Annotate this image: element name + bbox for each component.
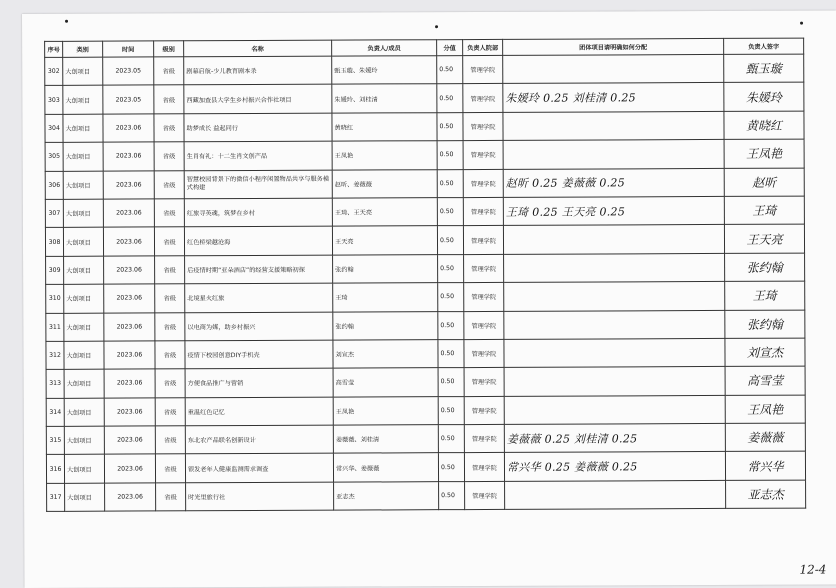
cell-seq: 304 (45, 114, 63, 142)
header-leader-members: 负责人/成员 (332, 40, 437, 56)
header-time: 时间 (103, 41, 154, 57)
cell-allocation: 常兴华 0.25 姜薇薇 0.25 (504, 452, 725, 481)
cell-project-name: 剧幕启航-少儿教育剧本杀 (184, 56, 332, 85)
cell-department: 管理学院 (463, 55, 503, 84)
cell-seq: 317 (47, 483, 65, 511)
table-row (45, 111, 804, 143)
header-allocation: 团体项目请明确如何分配 (503, 38, 724, 55)
cell-project-name: 生肖有礼：十二生肖文创产品 (184, 141, 332, 170)
cell-time: 2023.05 (103, 57, 154, 86)
table-row (47, 480, 806, 512)
cell-level: 省级 (154, 114, 184, 143)
header-level: 级别 (154, 41, 184, 57)
cell-department: 管理学院 (463, 141, 503, 170)
cell-signature: 张约翰 (725, 253, 805, 282)
cell-project-name: 时光里旅行社 (186, 482, 334, 511)
cell-leader-members: 高雪莹 (333, 368, 438, 397)
cell-category: 大创项目 (64, 256, 104, 285)
cell-allocation (503, 140, 724, 169)
cell-time: 2023.06 (104, 398, 155, 427)
punch-mark-center (435, 25, 438, 28)
table-row (46, 310, 805, 342)
cell-signature: 王天亮 (724, 224, 804, 253)
cell-score: 0.50 (438, 368, 464, 397)
cell-seq: 310 (46, 284, 64, 312)
cell-department: 管理学院 (463, 169, 503, 198)
punch-mark-left (65, 20, 68, 23)
cell-seq: 302 (45, 57, 63, 85)
table-row (45, 54, 804, 86)
cell-allocation: 赵昕 0.25 姜薇薇 0.25 (503, 168, 724, 197)
cell-department: 管理学院 (464, 254, 504, 283)
cell-time: 2023.06 (105, 483, 156, 512)
header-score: 分值 (437, 40, 463, 56)
cell-score: 0.50 (438, 283, 464, 312)
cell-project-name: 西藏加查县大学生乡村振兴合作社项目 (184, 85, 332, 114)
cell-time: 2023.06 (104, 426, 155, 455)
cell-allocation (504, 310, 725, 339)
cell-department: 管理学院 (463, 226, 503, 255)
cell-level: 省级 (155, 397, 185, 426)
cell-level: 省级 (154, 199, 184, 228)
cell-project-name: 助梦成长 益起同行 (184, 113, 332, 142)
cell-score: 0.50 (437, 56, 463, 85)
cell-time: 2023.06 (103, 199, 154, 228)
cell-category: 大创项目 (64, 284, 104, 313)
cell-leader-members: 王凤艳 (333, 396, 438, 425)
table-row (46, 253, 805, 285)
cell-score: 0.50 (437, 198, 463, 227)
table-row (45, 82, 804, 114)
cell-allocation (503, 225, 724, 254)
table-row (46, 338, 805, 370)
cell-project-name: 智慧校园背景下的微信小程序闲置物品共享与服务模式构建 (184, 170, 332, 199)
cell-level: 省级 (154, 170, 184, 199)
cell-leader-members: 王天亮 (332, 226, 437, 255)
cell-allocation (504, 253, 725, 282)
cell-project-name: 东北农产品联名创新设计 (185, 425, 333, 454)
cell-seq: 303 (45, 86, 63, 114)
cell-category: 大创项目 (63, 114, 103, 143)
cell-allocation (503, 111, 724, 140)
cell-seq: 305 (45, 142, 63, 170)
cell-seq: 306 (45, 171, 63, 199)
cell-score: 0.50 (437, 226, 463, 255)
cell-time: 2023.06 (103, 170, 154, 199)
cell-category: 大创项目 (64, 313, 104, 342)
cell-time: 2023.06 (104, 284, 155, 313)
cell-time: 2023.06 (104, 454, 155, 483)
cell-leader-members: 张约翰 (333, 311, 438, 340)
cell-level: 省级 (155, 426, 185, 455)
cell-score: 0.50 (437, 112, 463, 141)
cell-allocation (503, 54, 724, 83)
cell-allocation: 姜薇薇 0.25 刘桂清 0.25 (504, 424, 725, 453)
cell-signature: 王凤艳 (724, 139, 804, 168)
cell-time: 2023.06 (103, 142, 154, 171)
header-department: 负责人院部 (463, 39, 503, 55)
cell-leader-members: 赵昕、姜薇薇 (332, 169, 437, 198)
cell-project-name: 方便食品推广与营销 (185, 368, 333, 397)
cell-category: 大创项目 (64, 455, 104, 484)
cell-level: 省级 (155, 454, 185, 483)
cell-leader-members: 黄晓红 (332, 112, 437, 141)
cell-signature: 亚志杰 (726, 480, 806, 509)
table-row (45, 224, 804, 256)
cell-time: 2023.06 (104, 256, 155, 285)
table-row (46, 395, 805, 427)
cell-category: 大创项目 (64, 426, 104, 455)
cell-signature: 常兴华 (725, 452, 805, 481)
cell-time: 2023.06 (104, 312, 155, 341)
cell-seq: 309 (46, 256, 64, 284)
cell-seq: 314 (46, 398, 64, 426)
page-number: 12-4 (799, 562, 827, 577)
cell-department: 管理学院 (464, 283, 504, 312)
table-row (46, 281, 805, 313)
cell-category: 大创项目 (63, 86, 103, 115)
cell-leader-members: 王琦 (333, 283, 438, 312)
cell-category: 大创项目 (63, 227, 103, 256)
table-row (46, 452, 805, 484)
cell-time: 2023.06 (103, 114, 154, 143)
cell-level: 省级 (154, 85, 184, 114)
cell-signature: 王琦 (724, 196, 804, 225)
cell-department: 管理学院 (463, 197, 503, 226)
scanned-page (22, 10, 836, 588)
cell-signature: 刘宣杰 (725, 338, 805, 367)
cell-department: 管理学院 (463, 84, 503, 113)
cell-signature: 王琦 (725, 281, 805, 310)
cell-leader-members: 刘宣杰 (333, 340, 438, 369)
cell-signature: 朱媛玲 (724, 82, 804, 111)
cell-department: 管理学院 (465, 481, 505, 510)
cell-allocation: 王琦 0.25 王天亮 0.25 (503, 196, 724, 225)
cell-signature: 姜薇薇 (725, 423, 805, 452)
cell-signature: 张约翰 (725, 310, 805, 339)
cell-leader-members: 常兴华、姜薇薇 (333, 453, 438, 482)
table-row (46, 366, 805, 398)
cell-score: 0.50 (438, 396, 464, 425)
cell-category: 大创项目 (63, 171, 103, 200)
cell-score: 0.50 (438, 311, 464, 340)
cell-leader-members: 张约翰 (333, 254, 438, 283)
cell-project-name: 北境星火红旅 (185, 283, 333, 312)
cell-level: 省级 (155, 256, 185, 285)
cell-department: 管理学院 (464, 453, 504, 482)
cell-seq: 311 (46, 313, 64, 341)
cell-allocation: 朱媛玲 0.25 刘桂清 0.25 (503, 83, 724, 112)
cell-department: 管理学院 (464, 424, 504, 453)
cell-score: 0.50 (437, 141, 463, 170)
cell-leader-members: 王琦、王天亮 (332, 198, 437, 227)
cell-score: 0.50 (439, 481, 465, 510)
table-row (45, 196, 804, 228)
header-category: 类别 (63, 41, 103, 57)
cell-time: 2023.05 (103, 85, 154, 114)
cell-level: 省级 (155, 312, 185, 341)
cell-category: 大创项目 (63, 57, 103, 86)
cell-allocation (504, 282, 725, 311)
cell-allocation (504, 395, 725, 424)
cell-allocation (504, 338, 725, 367)
table-row (45, 139, 804, 171)
cell-department: 管理学院 (464, 368, 504, 397)
cell-time: 2023.06 (104, 369, 155, 398)
cell-score: 0.50 (438, 339, 464, 368)
cell-signature: 甄玉璇 (724, 54, 804, 83)
cell-allocation (505, 480, 726, 509)
cell-department: 管理学院 (464, 339, 504, 368)
cell-project-name: 后疫情时期“亚朵酒店”的经营支援策略初探 (185, 255, 333, 284)
cell-leader-members: 朱媛玲、刘桂清 (332, 84, 437, 113)
cell-category: 大创项目 (63, 199, 103, 228)
header-signature: 负责人签字 (724, 38, 804, 54)
cell-category: 大创项目 (64, 341, 104, 370)
cell-leader-members: 姜薇薇、刘桂清 (333, 425, 438, 454)
cell-seq: 312 (46, 341, 64, 369)
cell-time: 2023.06 (103, 227, 154, 256)
cell-score: 0.50 (437, 84, 463, 113)
cell-level: 省级 (156, 483, 186, 512)
cell-seq: 315 (46, 426, 64, 454)
table-row (46, 423, 805, 455)
cell-category: 大创项目 (65, 483, 105, 512)
cell-seq: 313 (46, 370, 64, 398)
cell-score: 0.50 (438, 425, 464, 454)
cell-level: 省级 (154, 142, 184, 171)
cell-leader-members: 亚志杰 (334, 482, 439, 511)
cell-level: 省级 (154, 227, 184, 256)
cell-level: 省级 (154, 57, 184, 86)
cell-department: 管理学院 (464, 396, 504, 425)
punch-mark-right (800, 22, 803, 25)
cell-allocation (504, 367, 725, 396)
cell-project-name: 以电商为媒，助乡村振兴 (185, 312, 333, 341)
cell-signature: 高雪莹 (725, 366, 805, 395)
cell-score: 0.50 (437, 169, 463, 198)
cell-project-name: 红色桥梁越沧海 (184, 226, 332, 255)
cell-leader-members: 甄玉璇、朱媛玲 (332, 56, 437, 85)
table-row (45, 168, 804, 200)
cell-seq: 316 (46, 455, 64, 483)
cell-seq: 307 (45, 199, 63, 227)
cell-seq: 308 (45, 228, 63, 256)
header-name: 名称 (184, 40, 332, 57)
cell-project-name: 红旅寻英魂，筑梦在乡村 (184, 198, 332, 227)
cell-score: 0.50 (438, 254, 464, 283)
project-allocation-table (44, 38, 806, 513)
cell-signature: 黄晓红 (724, 111, 804, 140)
cell-score: 0.50 (438, 453, 464, 482)
cell-category: 大创项目 (63, 142, 103, 171)
cell-level: 省级 (155, 284, 185, 313)
cell-project-name: 疫情下校园创意DIY手机壳 (185, 340, 333, 369)
cell-department: 管理学院 (463, 112, 503, 141)
cell-time: 2023.06 (104, 341, 155, 370)
cell-signature: 赵昕 (724, 168, 804, 197)
cell-department: 管理学院 (464, 311, 504, 340)
cell-project-name: 重温红色记忆 (185, 397, 333, 426)
cell-category: 大创项目 (64, 369, 104, 398)
cell-signature: 王凤艳 (725, 395, 805, 424)
header-seq: 序号 (45, 41, 63, 57)
cell-level: 省级 (155, 369, 185, 398)
cell-category: 大创项目 (64, 398, 104, 427)
cell-leader-members: 王凤艳 (332, 141, 437, 170)
cell-level: 省级 (155, 341, 185, 370)
cell-project-name: 银发老年人健康监测需求调查 (185, 454, 333, 483)
